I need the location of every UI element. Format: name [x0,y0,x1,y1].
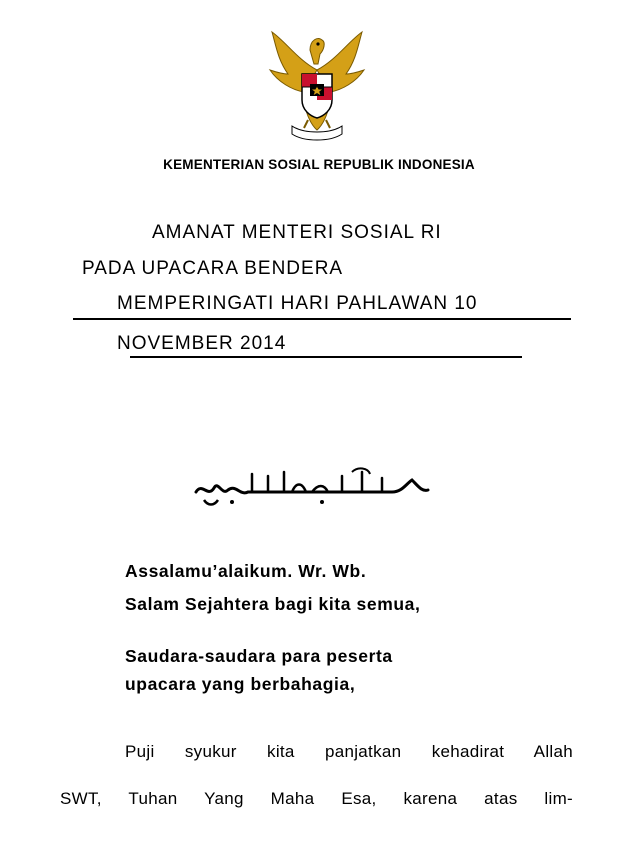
body-text-line-2: SWT, Tuhan Yang Maha Esa, karena atas lim- [60,789,573,808]
title-underline-2 [130,356,522,358]
title-line-3: MEMPERINGATI HARI PAHLAWAN 10 [117,293,478,314]
title-underline-1 [73,318,571,320]
ministry-name: KEMENTERIAN SOSIAL REPUBLIK INDONESIA [163,157,475,172]
title-line-1: AMANAT MENTERI SOSIAL RI [152,222,442,243]
title-line-2: PADA UPACARA BENDERA [82,258,344,279]
body-text-line-1: Puji syukur kita panjatkan kehadirat Allah [125,742,573,761]
title-line-4: NOVEMBER 2014 [117,333,287,354]
basmala-calligraphy-icon [192,462,432,512]
garuda-emblem-icon [258,30,376,146]
greeting-audience-2: upacara yang berbahagia, [125,674,356,694]
greeting-sejahtera: Salam Sejahtera bagi kita semua, [125,594,421,614]
greeting-audience-1: Saudara-saudara para peserta [125,646,393,666]
greeting-salam: Assalamu’alaikum. Wr. Wb. [125,561,367,581]
